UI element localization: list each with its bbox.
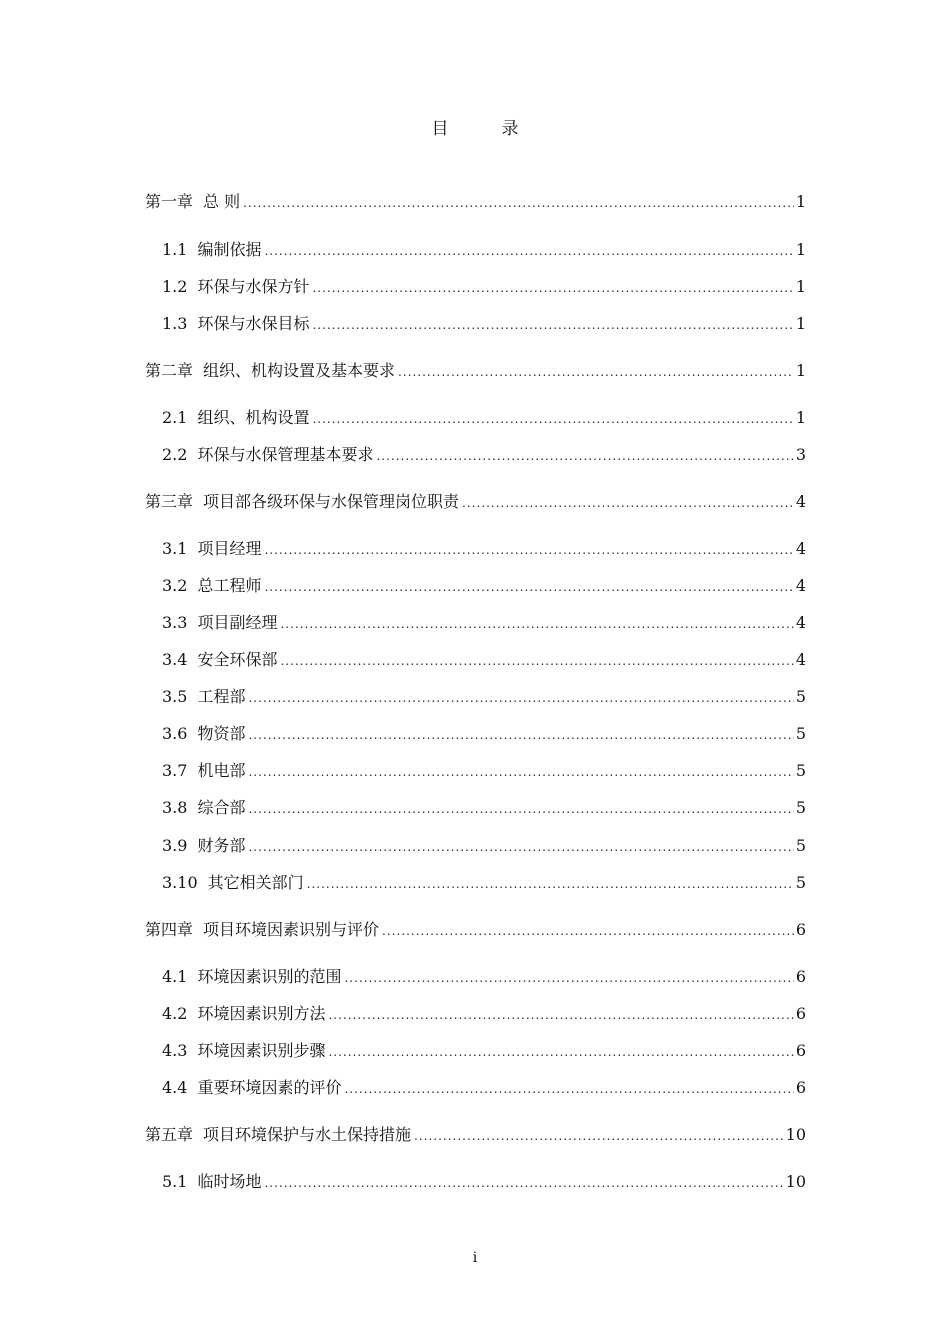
- toc-page-number: 6: [795, 967, 806, 986]
- toc-page-number: 5: [795, 724, 806, 743]
- toc-page-number: 4: [795, 613, 806, 632]
- toc-label: 物资部: [197, 724, 246, 743]
- toc-leader-dots: [248, 799, 793, 819]
- toc-leader-dots: [248, 837, 793, 857]
- toc-number: 第五章: [145, 1125, 194, 1144]
- toc-label: 环境因素识别的范围: [197, 967, 342, 986]
- toc-entry-section-3-10[interactable]: [162, 873, 806, 893]
- toc-entry-section-4-2[interactable]: [162, 1004, 806, 1024]
- toc-label: 组织、机构设置: [197, 408, 310, 427]
- toc-leader-dots: [328, 1042, 793, 1062]
- toc-label: 临时场地: [197, 1172, 262, 1191]
- toc-label: 环境因素识别步骤: [197, 1041, 326, 1060]
- toc-page-number: 1: [795, 314, 806, 333]
- toc-number: 1.3: [162, 314, 188, 333]
- toc-number: 4.4: [162, 1078, 188, 1097]
- toc-entry-section-3-4[interactable]: [162, 650, 806, 670]
- toc-leader-dots: [264, 241, 793, 261]
- toc-label: 工程部: [197, 687, 246, 706]
- toc-entry-chapter-1[interactable]: [145, 192, 806, 212]
- toc-entry-chapter-2[interactable]: [145, 361, 806, 381]
- toc-page-number: 5: [795, 761, 806, 780]
- toc-label: 总工程师: [197, 576, 262, 595]
- toc-leader-dots: [328, 1005, 793, 1025]
- toc-entry-section-3-1[interactable]: [162, 539, 806, 559]
- toc-leader-dots: [312, 315, 793, 335]
- toc-page-number: 5: [795, 798, 806, 817]
- toc-entry-chapter-3[interactable]: [145, 492, 806, 512]
- toc-leader-dots: [382, 921, 794, 941]
- toc-leader-dots: [462, 493, 794, 513]
- toc-label: 总 则: [203, 192, 241, 211]
- toc-page-number: 5: [795, 836, 806, 855]
- toc-leader-dots: [248, 725, 793, 745]
- toc-number: 3.3: [162, 613, 188, 632]
- toc-leader-dots: [312, 409, 793, 429]
- toc-leader-dots: [398, 362, 794, 382]
- toc-page-number: 4: [795, 650, 806, 669]
- toc-entry-section-2-1[interactable]: [162, 408, 806, 428]
- toc-entry-section-3-6[interactable]: [162, 724, 806, 744]
- toc-page-number: 4: [795, 539, 806, 558]
- toc-label: 综合部: [197, 798, 246, 817]
- toc-label: 机电部: [197, 761, 246, 780]
- toc-entry-section-3-7[interactable]: [162, 761, 806, 781]
- toc-entry-section-3-2[interactable]: [162, 576, 806, 596]
- toc-page-number: 1: [795, 192, 806, 211]
- toc-leader-dots: [243, 193, 794, 213]
- toc-number: 2.2: [162, 445, 188, 464]
- toc-number: 3.1: [162, 539, 188, 558]
- toc-entry-section-3-3[interactable]: [162, 613, 806, 633]
- toc-number: 1.2: [162, 277, 188, 296]
- toc-number: 3.8: [162, 798, 188, 817]
- toc-page-number: 5: [795, 873, 806, 892]
- toc-leader-dots: [248, 762, 793, 782]
- toc-number: 3.7: [162, 761, 188, 780]
- toc-entry-section-1-1[interactable]: [162, 240, 806, 260]
- toc-entry-section-4-4[interactable]: [162, 1078, 806, 1098]
- toc-label: 项目经理: [197, 539, 262, 558]
- toc-label: 重要环境因素的评价: [197, 1078, 342, 1097]
- toc-label: 项目副经理: [197, 613, 278, 632]
- toc-leader-dots: [264, 577, 793, 597]
- toc-entry-section-1-2[interactable]: [162, 277, 806, 297]
- toc-number: 第三章: [145, 492, 194, 511]
- toc-page-number: 10: [785, 1172, 806, 1191]
- toc-label: 项目部各级环保与水保管理岗位职责: [203, 492, 460, 511]
- toc-title: 目 录: [431, 119, 537, 139]
- toc-leader-dots: [414, 1126, 784, 1146]
- toc-leader-dots: [280, 651, 793, 671]
- toc-number: 4.2: [162, 1004, 188, 1023]
- toc-page-number: 10: [785, 1125, 806, 1144]
- toc-leader-dots: [280, 614, 793, 634]
- toc-label: 项目环境因素识别与评价: [203, 920, 380, 939]
- toc-number: 3.5: [162, 687, 188, 706]
- toc-page-number: 6: [795, 1041, 806, 1060]
- toc-entry-section-4-3[interactable]: [162, 1041, 806, 1061]
- toc-entry-section-3-9[interactable]: [162, 836, 806, 856]
- toc-number: 1.1: [162, 240, 188, 259]
- toc-leader-dots: [376, 446, 793, 466]
- toc-label: 环保与水保目标: [197, 314, 310, 333]
- toc-number: 3.6: [162, 724, 188, 743]
- toc-label: 组织、机构设置及基本要求: [203, 361, 396, 380]
- toc-number: 3.10: [162, 873, 198, 892]
- toc-leader-dots: [344, 1079, 793, 1099]
- toc-number: 4.3: [162, 1041, 188, 1060]
- toc-leader-dots: [264, 1173, 783, 1193]
- toc-number: 3.9: [162, 836, 188, 855]
- toc-label: 编制依据: [197, 240, 262, 259]
- toc-leader-dots: [248, 688, 793, 708]
- toc-page-number: 1: [795, 408, 806, 427]
- toc-number: 5.1: [162, 1172, 188, 1191]
- toc-page-number: 6: [795, 1004, 806, 1023]
- toc-entry-chapter-5[interactable]: [145, 1125, 806, 1145]
- toc-page-number: 5: [795, 687, 806, 706]
- toc-page-number: 1: [795, 240, 806, 259]
- toc-page-number: 6: [795, 920, 806, 939]
- toc-leader-dots: [312, 278, 793, 298]
- toc-number: 3.2: [162, 576, 188, 595]
- toc-entry-section-2-2[interactable]: [162, 445, 806, 465]
- toc-label: 环保与水保管理基本要求: [197, 445, 374, 464]
- toc-label: 其它相关部门: [207, 873, 304, 892]
- page-number-footer: i: [472, 1250, 478, 1266]
- toc-page-number: 3: [795, 445, 806, 464]
- toc-entry-section-3-5[interactable]: [162, 687, 806, 707]
- toc-page-number: 1: [795, 277, 806, 296]
- toc-label: 环保与水保方针: [197, 277, 310, 296]
- toc-entry-section-5-1[interactable]: [162, 1172, 806, 1192]
- toc-label: 环境因素识别方法: [197, 1004, 326, 1023]
- toc-entry-section-3-8[interactable]: [162, 798, 806, 818]
- toc-label: 财务部: [197, 836, 246, 855]
- toc-page-number: 6: [795, 1078, 806, 1097]
- toc-entry-section-1-3[interactable]: [162, 314, 806, 334]
- toc-number: 4.1: [162, 967, 188, 986]
- toc-page-number: 1: [795, 361, 806, 380]
- toc-number: 3.4: [162, 650, 188, 669]
- toc-label: 项目环境保护与水土保持措施: [203, 1125, 412, 1144]
- toc-number: 2.1: [162, 408, 188, 427]
- toc-leader-dots: [307, 874, 794, 894]
- toc-number: 第一章: [145, 192, 194, 211]
- toc-page-number: 4: [795, 492, 806, 511]
- toc-leader-dots: [344, 968, 793, 988]
- toc-entry-section-4-1[interactable]: [162, 967, 806, 987]
- toc-page-number: 4: [795, 576, 806, 595]
- toc-entry-chapter-4[interactable]: [145, 920, 806, 940]
- toc-leader-dots: [264, 540, 793, 560]
- toc-label: 安全环保部: [197, 650, 278, 669]
- toc-number: 第四章: [145, 920, 194, 939]
- toc-number: 第二章: [145, 361, 194, 380]
